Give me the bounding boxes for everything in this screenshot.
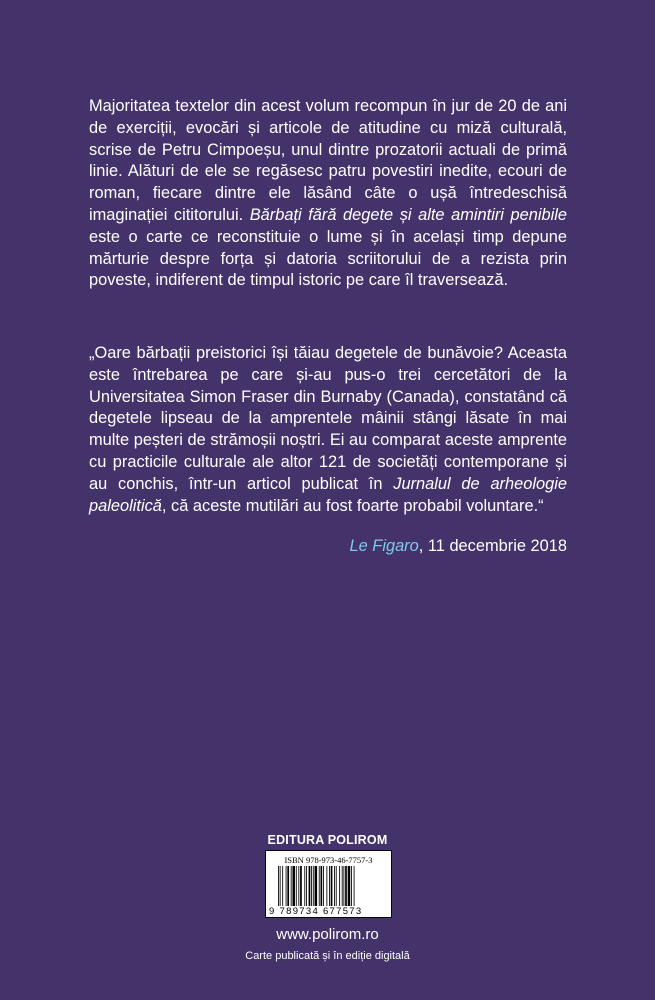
- publisher-website: www.polirom.ro: [276, 926, 379, 943]
- quote-paragraph: [89, 343, 567, 517]
- journal-name: Jurnalul de arheologie paleolitică: [89, 474, 567, 515]
- quote-attribution: [89, 535, 567, 557]
- attribution-source: Le Figaro: [349, 537, 419, 555]
- quote-text-end: , că aceste mutilări au fost foarte probabil voluntare.“: [161, 496, 544, 515]
- isbn-barcode: [265, 850, 392, 918]
- quote-text: „Oare bărbații preistorici își tăiau degetele de bunăvoie? Aceasta este întrebarea pe care și-au pus-o trei cercetători de la Universitatea Simon Fraser din Burnaby (Canada), constatând că degetele lipseau de la amprentele mâinii stângi lăsate în mai multe peșteri de strămoșii noștri. Ei au comparat aceste amprente cu practicile culturale ale altor 121 de societăți contemporane și au conchis, într-un articol publicat în: [89, 344, 567, 493]
- description-paragraph: [89, 96, 567, 292]
- attribution-date: , 11 decembrie 2018: [418, 537, 567, 555]
- book-title: Bărbați fără degete și alte amintiri penibile: [249, 205, 567, 224]
- description-text-end: este o carte ce reconstituie o lume și în același timp depune mărturie despre forța și datoria scriitorului de a rezista prin poveste, indiferent de timpul istoric pe care îl traversează.: [89, 227, 567, 290]
- digital-edition-note: Carte publicată și în ediție digitală: [245, 950, 410, 962]
- barcode-bars-icon: [278, 866, 388, 906]
- isbn-number: ISBN 978-973-46-7757-3: [284, 855, 373, 865]
- ean-digits: 9 789734 677573: [269, 906, 363, 917]
- description-text: Majoritatea textelor din acest volum recompun în jur de 20 de ani de exerciții, evocări și articole de atitudine cu miză culturală, scrise de Petru Cimpoeșu, unul dintre prozatorii actuali de primă linie. Alături de ele se regăsesc patru povestiri inedite, ecouri de roman, fiecare dintre ele lăsând câte o ușă întredeschisă imaginației cititorului.: [89, 97, 567, 224]
- publisher-name: EDITURA POLIROM: [267, 833, 388, 847]
